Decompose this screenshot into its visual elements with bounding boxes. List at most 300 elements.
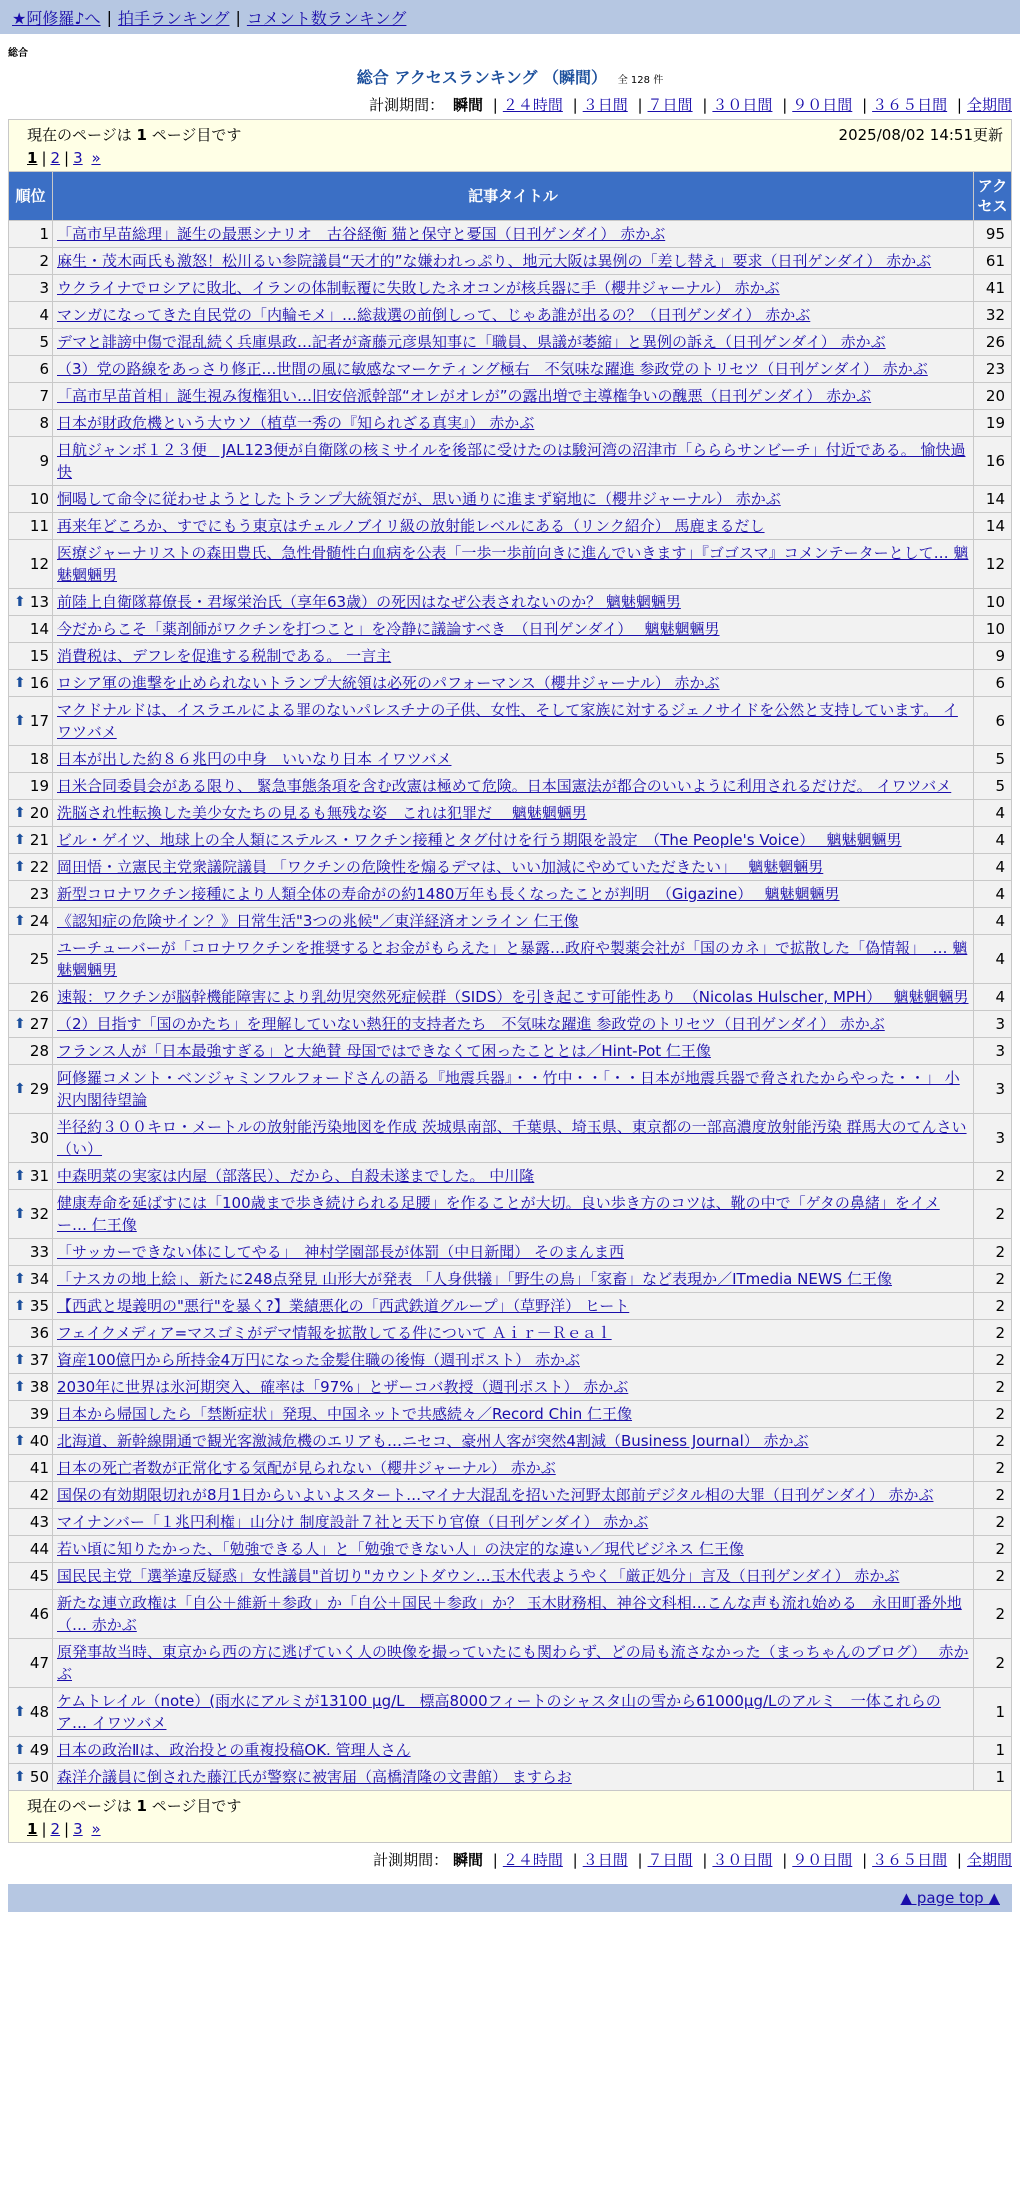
article-link[interactable]: 日本の政治Ⅱは、政治投との重複投稿OK. 管理人さん — [57, 1741, 411, 1759]
article-link[interactable]: 前陸上自衛隊幕僚長・君塚栄治氏（享年63歳）の死因はなぜ公表されないのか？ 魑魅魍魎男 — [57, 593, 681, 611]
rank-number: 28 — [29, 1042, 49, 1060]
title-cell — [53, 437, 974, 486]
table-row — [9, 248, 1012, 275]
table-row — [9, 589, 1012, 616]
pagination: 1 | 2 | 3 » — [27, 149, 101, 167]
title-cell — [53, 275, 974, 302]
article-link[interactable]: ユーチューバーが「コロナワクチンを推奨するとお金がもらえた」と暴露…政府や製薬会社が「国のカネ」で拡散した「偽情報」 … 魑魅魍魎男 — [57, 939, 968, 979]
next-page-link[interactable]: » — [91, 149, 101, 167]
rank-number: 7 — [39, 387, 49, 405]
table-row — [9, 513, 1012, 540]
access-count: 14 — [974, 513, 1012, 540]
rank-number: 11 — [29, 517, 49, 535]
rank-number: 15 — [29, 647, 49, 665]
category-label: 総合 — [8, 48, 28, 59]
up-arrow-icon: ⬆ — [14, 1168, 26, 1184]
article-link[interactable]: 北海道、新幹線開通で観光客激減危機のエリアも…ニセコ、豪州人客が突然4割減（Business Journal） 赤かぶ — [57, 1432, 809, 1450]
access-count: 2 — [974, 1266, 1012, 1293]
article-link[interactable]: 今だからこそ「薬剤師がワクチンを打つこと」を冷静に議論すべき （日刊ゲンダイ） 魑魅魍魎男 — [57, 620, 720, 638]
rank-cell — [9, 383, 53, 410]
article-link[interactable]: 洗脳され性転換した美少女たちの見るも無残な姿 これは犯罪だ 魑魅魍魎男 — [57, 804, 587, 822]
up-arrow-icon: ⬆ — [14, 1206, 26, 1222]
article-link[interactable]: 阿修羅コメント・ベンジャミンフルフォードさんの語る『地震兵器』・・竹中・・「・・日本が地震兵器で脅されたからやった・・」 小沢内閣待望論 — [57, 1069, 960, 1109]
title-cell — [53, 773, 974, 800]
rank-number: 46 — [29, 1605, 49, 1623]
article-link[interactable]: フェイクメディア=マスゴミがデマ情報を拡散してる件について Ａｉｒ－Ｒｅａｌ — [57, 1324, 612, 1342]
access-count: 1 — [974, 1688, 1012, 1737]
table-row — [9, 908, 1012, 935]
rank-cell — [9, 854, 53, 881]
access-count: 2 — [974, 1163, 1012, 1190]
title-cell — [53, 1190, 974, 1239]
rank-cell — [9, 935, 53, 984]
rank-cell — [9, 1347, 53, 1374]
rank-cell — [9, 437, 53, 486]
title-cell — [53, 1038, 974, 1065]
title-cell — [53, 1590, 974, 1639]
access-count: 4 — [974, 881, 1012, 908]
up-arrow-icon: ⬆ — [14, 1016, 26, 1032]
rank-cell — [9, 1639, 53, 1688]
rank-number: 4 — [39, 306, 49, 324]
rank-cell — [9, 1038, 53, 1065]
article-link[interactable]: 《認知症の危険サイン？》日常生活"3つの兆候"／東洋経済オンライン 仁王像 — [57, 912, 579, 930]
next-page-link[interactable]: » — [91, 1820, 101, 1838]
article-link[interactable]: 「サッカーできない体にしてやる」 神村学園部長が体罰（中日新聞） そのまんま西 — [57, 1243, 624, 1261]
article-link[interactable]: 消費税は、デフレを促進する税制である。 一言主 — [57, 647, 392, 665]
access-count: 3 — [974, 1011, 1012, 1038]
rank-number: 36 — [29, 1324, 49, 1342]
table-row — [9, 773, 1012, 800]
title-cell — [53, 221, 974, 248]
rank-number: 25 — [29, 950, 49, 968]
period-24h-link[interactable]: ２４時間 — [502, 96, 563, 114]
rank-number: 9 — [39, 452, 49, 470]
table-row — [9, 1239, 1012, 1266]
article-link[interactable]: 医療ジャーナリストの森田豊氏、急性骨髄性白血病を公表「一歩一歩前向きに進んでいきます」『ゴゴスマ』コメンテーターとして… 魑魅魍魎男 — [57, 544, 969, 584]
rank-cell — [9, 643, 53, 670]
article-link[interactable]: 日本の死亡者数が正常化する気配が見られない（櫻井ジャーナル） 赤かぶ — [57, 1459, 556, 1477]
table-row — [9, 1509, 1012, 1536]
rank-cell — [9, 410, 53, 437]
rank-cell — [9, 1737, 53, 1764]
period-365d-link[interactable]: ３６５日間 — [872, 96, 948, 114]
page-2-link[interactable]: 2 — [50, 149, 61, 167]
top-nav — [0, 0, 1020, 34]
rank-number: 12 — [29, 555, 49, 573]
rank-number: 48 — [29, 1703, 49, 1721]
table-row — [9, 1320, 1012, 1347]
article-link[interactable]: 若い頃に知りたかった、「勉強できる人」と「勉強できない人」の決定的な違い／現代ビジネス 仁王像 — [57, 1540, 744, 1558]
nav-comment-ranking-link[interactable]: コメント数ランキング — [246, 8, 407, 28]
table-row — [9, 1266, 1012, 1293]
period-7d-link[interactable]: ７日間 — [647, 96, 693, 114]
article-link[interactable]: 健康寿命を延ばすには「100歳まで歩き続けられる足腰」を作ることが大切。良い歩き方のコツは、靴の中で「ゲタの鼻緒」をイメー… 仁王像 — [57, 1194, 940, 1234]
article-link[interactable]: 「ナスカの地上絵」、新たに248点発見 山形大が発表 「人身供犠」「野生の鳥」「家畜」など表現か／ITmedia NEWS 仁王像 — [57, 1270, 892, 1288]
rank-cell — [9, 486, 53, 513]
access-count: 1 — [974, 1764, 1012, 1791]
table-row — [9, 670, 1012, 697]
access-count: 10 — [974, 616, 1012, 643]
period-30d-link[interactable]: ３０日間 — [712, 1851, 773, 1869]
access-count: 16 — [974, 437, 1012, 486]
access-count: 2 — [974, 1320, 1012, 1347]
up-arrow-icon: ⬆ — [14, 1704, 26, 1720]
access-count: 12 — [974, 540, 1012, 589]
access-count: 10 — [974, 589, 1012, 616]
article-link[interactable]: 国民民主党「選挙違反疑惑」女性議員"首切り"カウントダウン…玉木代表ようやく「厳正処分」言及（日刊ゲンダイ） 赤かぶ — [57, 1567, 900, 1585]
access-count: 2 — [974, 1509, 1012, 1536]
pagination: 1 | 2 | 3 » — [27, 1820, 101, 1838]
article-link[interactable]: 日航ジャンボ１２３便 JAL123便が自衛隊の核ミサイルを後部に受けたのは駿河湾の沼津市「らららサンビーチ」付近である。 愉快過快 — [57, 441, 966, 481]
table-row — [9, 1038, 1012, 1065]
title-cell — [53, 540, 974, 589]
ranking-body — [9, 221, 1012, 1791]
rank-cell — [9, 800, 53, 827]
article-link[interactable]: 半径約３００キロ・メートルの放射能汚染地図を作成 茨城県南部、千葉県、埼玉県、東京都の一部高濃度放射能汚染 群馬大のてんさい（い） — [57, 1118, 967, 1158]
rank-cell — [9, 773, 53, 800]
article-link[interactable]: 国保の有効期限切れが8月1日からいよいよスタート…マイナ大混乱を招いた河野太郎前デジタル相の大罪（日刊ゲンダイ） 赤かぶ — [57, 1486, 934, 1504]
article-link[interactable]: ビル・ゲイツ、地球上の全人類にステルス・ワクチン接種とタグ付けを行う期限を設定 （The People's Voice） 魑魅魍魎男 — [57, 831, 902, 849]
period-90d-link[interactable]: ９０日間 — [792, 96, 853, 114]
access-count: 2 — [974, 1239, 1012, 1266]
access-count: 2 — [974, 1639, 1012, 1688]
rank-cell — [9, 616, 53, 643]
updated-time: 2025/08/02 14:51更新 — [838, 126, 1003, 144]
table-row — [9, 616, 1012, 643]
rank-cell — [9, 1563, 53, 1590]
rank-number: 41 — [29, 1459, 49, 1477]
access-count: 2 — [974, 1590, 1012, 1639]
article-link[interactable]: マイナンバー「１兆円利権」山分け 制度設計７社と天下り官僚（日刊ゲンダイ） 赤かぶ — [57, 1513, 649, 1531]
period-90d-link[interactable]: ９０日間 — [792, 1851, 853, 1869]
page-status: 現在のページは 1 ページ目です — [27, 126, 242, 144]
rank-cell — [9, 1536, 53, 1563]
title-cell — [53, 589, 974, 616]
access-count: 4 — [974, 984, 1012, 1011]
title-cell — [53, 984, 974, 1011]
table-row — [9, 1482, 1012, 1509]
title-cell — [53, 1455, 974, 1482]
up-arrow-icon: ⬆ — [14, 1271, 26, 1287]
period-24h-link[interactable]: ２４時間 — [502, 1851, 563, 1869]
up-arrow-icon: ⬆ — [14, 1298, 26, 1314]
title-cell — [53, 383, 974, 410]
rank-cell — [9, 1688, 53, 1737]
title-cell — [53, 1114, 974, 1163]
rank-cell — [9, 1428, 53, 1455]
nav-asyura-link[interactable]: ★阿修羅♪へ — [12, 8, 101, 28]
rank-cell — [9, 221, 53, 248]
nav-separator: | — [235, 7, 241, 27]
rank-number: 19 — [29, 777, 49, 795]
access-count: 4 — [974, 908, 1012, 935]
access-count: 26 — [974, 329, 1012, 356]
period-all-link[interactable]: 全期間 — [966, 96, 1012, 114]
rank-cell — [9, 1065, 53, 1114]
table-row — [9, 302, 1012, 329]
rank-cell — [9, 1401, 53, 1428]
access-count: 14 — [974, 486, 1012, 513]
page-status: 現在のページは 1 ページ目です — [27, 1797, 242, 1815]
period-selector: 計測期間： 瞬間 | ２４時間 | ３日間 | ７日間 | ３０日間 | ９０日間 | ３６５日間 | 全期間 — [369, 96, 1012, 114]
rank-number: 39 — [29, 1405, 49, 1423]
article-link[interactable]: 新型コロナワクチン接種により人類全体の寿命がの約1480万年も長くなったことが判明 （Gigazine） 魑魅魍魎男 — [57, 885, 840, 903]
table-row — [9, 275, 1012, 302]
article-link[interactable]: ケムトレイル（note）(雨水にアルミが13100 μg/L 標高8000フィートのシャスタ山の雪から61000μg/Lのアルミ 一体これらのア… イワツバメ — [57, 1692, 941, 1732]
rank-cell — [9, 1320, 53, 1347]
article-link[interactable]: ロシア軍の進撃を止められないトランプ大統領は必死のパフォーマンス（櫻井ジャーナル） 赤かぶ — [57, 674, 720, 692]
table-row — [9, 827, 1012, 854]
period-all-link[interactable]: 全期間 — [966, 1851, 1012, 1869]
title-cell — [53, 1011, 974, 1038]
period-30d-link[interactable]: ３０日間 — [712, 96, 773, 114]
access-count: 23 — [974, 356, 1012, 383]
access-count: 4 — [974, 854, 1012, 881]
title-cell — [53, 746, 974, 773]
article-link[interactable]: 恫喝して命令に従わせようとしたトランプ大統領だが、思い通りに進まず窮地に（櫻井ジャーナル） 赤かぶ — [57, 490, 781, 508]
title-cell — [53, 643, 974, 670]
rank-cell — [9, 827, 53, 854]
article-link[interactable]: デマと誹謗中傷で混乱続く兵庫県政…記者が斎藤元彦県知事に「職員、県議が萎縮」と異例の訴え（日刊ゲンダイ） 赤かぶ — [57, 333, 886, 351]
title-cell — [53, 1374, 974, 1401]
title-cell — [53, 1347, 974, 1374]
up-arrow-icon: ⬆ — [14, 1769, 26, 1785]
article-link[interactable]: 資産100億円から所持金4万円になった金髪住職の後悔（週刊ポスト） 赤かぶ — [57, 1351, 580, 1369]
period-current: 瞬間 — [452, 96, 483, 114]
rank-cell — [9, 1011, 53, 1038]
pager-bottom — [8, 1791, 1012, 1843]
rank-cell — [9, 670, 53, 697]
access-count: 41 — [974, 275, 1012, 302]
article-link[interactable]: 日本が出した約８６兆円の中身 いいなり日本 イワツバメ — [57, 750, 452, 768]
ranking-table — [8, 171, 1012, 1791]
table-row — [9, 540, 1012, 589]
table-row — [9, 746, 1012, 773]
title-cell — [53, 248, 974, 275]
rank-cell — [9, 908, 53, 935]
up-arrow-icon: ⬆ — [14, 1081, 26, 1097]
up-arrow-icon: ⬆ — [14, 913, 26, 929]
rank-cell — [9, 1239, 53, 1266]
rank-cell — [9, 329, 53, 356]
rank-number: 8 — [39, 414, 49, 432]
rank-number: 6 — [39, 360, 49, 378]
period-7d-link[interactable]: ７日間 — [647, 1851, 693, 1869]
rank-number: 49 — [29, 1741, 49, 1759]
header-access: アクセス — [974, 172, 1012, 221]
access-count: 3 — [974, 1038, 1012, 1065]
title-cell — [53, 827, 974, 854]
table-row — [9, 1293, 1012, 1320]
rank-number: 47 — [29, 1654, 49, 1672]
article-link[interactable]: 原発事故当時、東京から西の方に逃げていく人の映像を撮っていたにも関わらず、どの局も流さなかった（まっちゃんのブログ） 赤かぶ — [57, 1643, 969, 1683]
rank-number: 37 — [29, 1351, 49, 1369]
article-link[interactable]: マンガになってきた自民党の「内輪モメ」…総裁選の前倒しって、じゃあ誰が出るの？（日刊ゲンダイ） 赤かぶ — [57, 306, 811, 324]
access-count: 4 — [974, 800, 1012, 827]
rank-cell — [9, 1509, 53, 1536]
rank-number: 40 — [29, 1432, 49, 1450]
title-cell — [53, 1428, 974, 1455]
article-link[interactable]: 「高市早苗首相」誕生視み復権狙い…旧安倍派幹部“オレがオレが”の露出増で主導権争いの醜悪（日刊ゲンダイ） 赤かぶ — [57, 387, 872, 405]
title-cell — [53, 616, 974, 643]
up-arrow-icon: ⬆ — [14, 1742, 26, 1758]
title-cell — [53, 1293, 974, 1320]
rank-cell — [9, 248, 53, 275]
table-row — [9, 437, 1012, 486]
table-row — [9, 1428, 1012, 1455]
rank-number: 32 — [29, 1205, 49, 1223]
rank-cell — [9, 356, 53, 383]
access-count: 6 — [974, 670, 1012, 697]
table-row — [9, 486, 1012, 513]
table-row — [9, 1347, 1012, 1374]
rank-number: 38 — [29, 1378, 49, 1396]
page-title-row — [0, 61, 1020, 90]
title-cell — [53, 1266, 974, 1293]
rank-number: 16 — [29, 674, 49, 692]
title-cell — [53, 1401, 974, 1428]
rank-number: 23 — [29, 885, 49, 903]
table-row — [9, 221, 1012, 248]
table-row — [9, 1688, 1012, 1737]
title-cell — [53, 302, 974, 329]
rank-number: 22 — [29, 858, 49, 876]
rank-number: 13 — [29, 593, 49, 611]
up-arrow-icon: ⬆ — [14, 713, 26, 729]
title-cell — [53, 486, 974, 513]
article-link[interactable]: 中森明菜の実家は内屋（部落民）、だから、自殺未遂までした。 中川隆 — [57, 1167, 535, 1185]
access-count: 6 — [974, 697, 1012, 746]
table-row — [9, 1011, 1012, 1038]
table-row — [9, 1455, 1012, 1482]
period-3d-link[interactable]: ３日間 — [582, 1851, 628, 1869]
rank-number: 2 — [39, 252, 49, 270]
title-cell — [53, 1563, 974, 1590]
page-2-link[interactable]: 2 — [50, 1820, 61, 1838]
table-row — [9, 935, 1012, 984]
table-row — [9, 800, 1012, 827]
up-arrow-icon: ⬆ — [14, 1352, 26, 1368]
up-arrow-icon: ⬆ — [14, 675, 26, 691]
up-arrow-icon: ⬆ — [14, 859, 26, 875]
up-arrow-icon: ⬆ — [14, 1433, 26, 1449]
rank-cell — [9, 1190, 53, 1239]
title-cell — [53, 1482, 974, 1509]
rank-number: 10 — [29, 490, 49, 508]
article-link[interactable]: ウクライナでロシアに敗北、イランの体制転覆に失敗したネオコンが核兵器に手（櫻井ジャーナル） 赤かぶ — [57, 279, 780, 297]
article-link[interactable]: 速報：ワクチンが脳幹機能障害により乳幼児突然死症候群（SIDS）を引き起こす可能性あり （Nicolas Hulscher, MPH） 魑魅魍魎男 — [57, 988, 969, 1006]
nav-clap-ranking-link[interactable]: 拍手ランキング — [117, 8, 230, 28]
page-3-link[interactable]: 3 — [73, 149, 83, 167]
rank-number: 17 — [29, 712, 49, 730]
page-top-link[interactable]: ▲ page top ▲ — [900, 1889, 1000, 1907]
rank-number: 50 — [29, 1768, 49, 1786]
table-row — [9, 1065, 1012, 1114]
title-cell — [53, 329, 974, 356]
access-count: 2 — [974, 1428, 1012, 1455]
access-count: 32 — [974, 302, 1012, 329]
rank-number: 33 — [29, 1243, 49, 1261]
article-link[interactable]: フランス人が「日本最強すぎる」と大絶賛 母国ではできなくて困ったこととは／Hint-Pot 仁王像 — [57, 1042, 711, 1060]
article-link[interactable]: 日本が財政危機という大ウソ（植草一秀の『知られざる真実』） 赤かぶ — [57, 414, 535, 432]
table-row — [9, 1401, 1012, 1428]
table-row — [9, 697, 1012, 746]
title-cell — [53, 1509, 974, 1536]
title-cell — [53, 935, 974, 984]
header-title: 記事タイトル — [53, 172, 974, 221]
rank-cell — [9, 1764, 53, 1791]
access-count: 2 — [974, 1374, 1012, 1401]
access-count: 4 — [974, 827, 1012, 854]
article-link[interactable]: 【西武と堤義明の"悪行"を暴く?】業績悪化の「西武鉄道グループ」（草野洋） ヒート — [57, 1297, 630, 1315]
period-label: 計測期間： — [373, 1851, 449, 1869]
rank-cell — [9, 1114, 53, 1163]
article-link[interactable]: 2030年に世界は氷河期突入、確率は「97%」とザーコバ教授（週刊ポスト） 赤かぶ — [57, 1378, 629, 1396]
rank-number: 43 — [29, 1513, 49, 1531]
current-page: 1 — [27, 1820, 38, 1838]
access-count: 61 — [974, 248, 1012, 275]
table-row — [9, 1563, 1012, 1590]
title-cell — [53, 1737, 974, 1764]
table-row — [9, 1639, 1012, 1688]
table-row — [9, 984, 1012, 1011]
rank-cell — [9, 1163, 53, 1190]
article-link[interactable]: マクドナルドは、イスラエルによる罪のないパレスチナの子供、女性、そして家族に対するジェノサイドを公然と支持しています。 イワツバメ — [57, 701, 958, 741]
nav-separator: | — [106, 7, 112, 27]
access-count: 1 — [974, 1737, 1012, 1764]
article-link[interactable]: 新たな連立政権は「自公＋維新＋参政」か「自公＋国民＋参政」か？ 玉木財務相、神谷文科相…こんな声も流れ始める 永田町番外地（… 赤かぶ — [57, 1594, 962, 1634]
access-count: 5 — [974, 746, 1012, 773]
title-cell — [53, 1163, 974, 1190]
article-link[interactable]: 再来年どころか、すでにもう東京はチェルノブイリ級の放射能レベルにある（リンク紹介） 馬鹿まるだし — [57, 517, 765, 535]
article-link[interactable]: 森洋介議員に倒された藤江氏が警察に被害届（高橋清隆の文書館） ますらお — [57, 1768, 572, 1786]
table-row — [9, 643, 1012, 670]
rank-number: 42 — [29, 1486, 49, 1504]
table-row — [9, 1114, 1012, 1163]
access-count: 9 — [974, 643, 1012, 670]
pager-top — [8, 119, 1012, 171]
rank-number: 34 — [29, 1270, 49, 1288]
period-365d-link[interactable]: ３６５日間 — [872, 1851, 948, 1869]
period-3d-link[interactable]: ３日間 — [582, 96, 628, 114]
access-count: 2 — [974, 1190, 1012, 1239]
rank-number: 45 — [29, 1567, 49, 1585]
title-cell — [53, 800, 974, 827]
access-count: 2 — [974, 1536, 1012, 1563]
period-label: 計測期間： — [369, 96, 445, 114]
article-link[interactable]: 「高市早苗総理」誕生の最悪シナリオ 古谷経衡 猫と保守と憂国（日刊ゲンダイ） 赤かぶ — [57, 225, 666, 243]
page-3-link[interactable]: 3 — [73, 1820, 83, 1838]
rank-number: 3 — [39, 279, 49, 297]
title-cell — [53, 1239, 974, 1266]
title-cell — [53, 410, 974, 437]
rank-number: 18 — [29, 750, 49, 768]
article-link[interactable]: （2）目指す「国のかたち」を理解していない熱狂的支持者たち 不気味な躍進 参政党のトリセツ（日刊ゲンダイ） 赤かぶ — [57, 1015, 885, 1033]
article-link[interactable]: 岡田悟・立憲民主党衆議院議員 「ワクチンの危険性を煽るデマは、いい加減にやめていただきたい」 魑魅魍魎男 — [57, 858, 824, 876]
article-link[interactable]: （3）党の路線をあっさり修正…世間の風に敏感なマーケティング極右 不気味な躍進 参政党のトリセツ（日刊ゲンダイ） 赤かぶ — [57, 360, 928, 378]
rank-cell — [9, 881, 53, 908]
article-link[interactable]: 日本から帰国したら「禁断症状」発現、中国ネットで共感続々／Record Chin 仁王像 — [57, 1405, 633, 1423]
rank-number: 27 — [29, 1015, 49, 1033]
title-cell — [53, 908, 974, 935]
rank-cell — [9, 1590, 53, 1639]
article-link[interactable]: 麻生・茂木両氏も激怒！松川るい参院議員“天才的”な嫌われっぷり、地元大阪は異例の「差し替え」要求（日刊ゲンダイ） 赤かぶ — [57, 252, 932, 270]
article-link[interactable]: 日米合同委員会がある限り、 緊急事態条項を含む改憲は極めて危険。日本国憲法が都合のいいように利用されるだけだ。 イワツバメ — [57, 777, 952, 795]
title-cell — [53, 881, 974, 908]
total-count: 全 128 件 — [617, 75, 664, 86]
rank-cell — [9, 513, 53, 540]
